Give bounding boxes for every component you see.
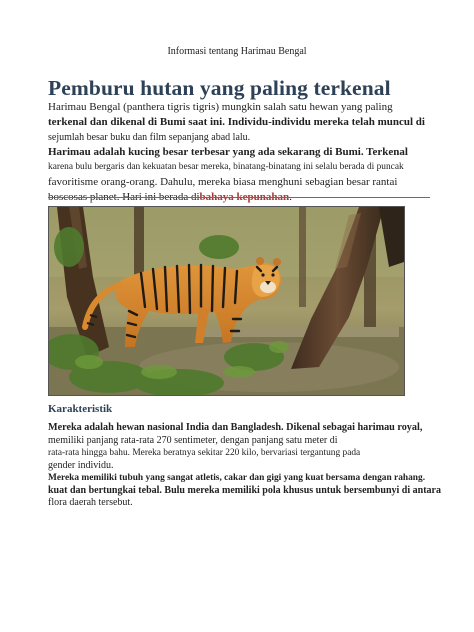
intro-line: Harimau Bengal (panthera tigris tigris) mungkin salah satu hewan yang paling (48, 101, 393, 113)
intro-line: sejumlah besar buku dan film sepanjang abad lalu. (48, 132, 251, 143)
intro-line: karena bulu bergaris dan kekuatan besar mereka, binatang-binatang ini selalu berada di puncak (48, 162, 404, 172)
intro-line: terkenal dan dikenal di Bumi saat ini. Individu-individu mereka telah muncul di (48, 116, 425, 128)
char-line: Mereka memiliki tubuh yang sangat atletis, cakar dan gigi yang kuat bersama dengan rahang. (48, 473, 426, 483)
char-line: kuat dan bertungkai tebal. Bulu mereka memiliki pola khusus untuk bersembunyi di antara (48, 484, 441, 496)
char-line: memiliki panjang rata-rata 270 sentimeter, dengan panjang satu meter di (48, 434, 338, 446)
intro-period: . (289, 191, 292, 203)
running-header: Informasi tentang Harimau Bengal (167, 46, 307, 57)
section-heading: Karakteristik (48, 403, 113, 415)
extinction-highlight: bahaya kepunahan (199, 191, 290, 203)
article-title: Pemburu hutan yang paling terkenal (48, 76, 391, 100)
char-line: gender individu. (48, 459, 114, 471)
tiger-photo-illustration (49, 207, 404, 395)
characteristics-paragraph (48, 422, 441, 510)
intro-line-text: boscosas planet. Hari ini berada di (48, 191, 200, 203)
char-line: rata-rata hingga bahu. Mereka beratnya sekitar 220 kilo, bervariasi tergantung pada (48, 448, 361, 458)
intro-line: favoritisme orang-orang. Dahulu, mereka biasa menghuni sebagian besar rantai (48, 176, 398, 188)
intro-paragraph (48, 100, 434, 205)
red-divider (48, 197, 430, 198)
intro-line: Harimau adalah kucing besar terbesar yang ada sekarang di Bumi. Terkenal (48, 146, 408, 158)
char-line: Mereka adalah hewan nasional India dan Bangladesh. Dikenal sebagai harimau royal, (48, 422, 423, 433)
tiger-photo (48, 206, 405, 396)
char-line: flora daerah tersebut. (48, 497, 133, 508)
